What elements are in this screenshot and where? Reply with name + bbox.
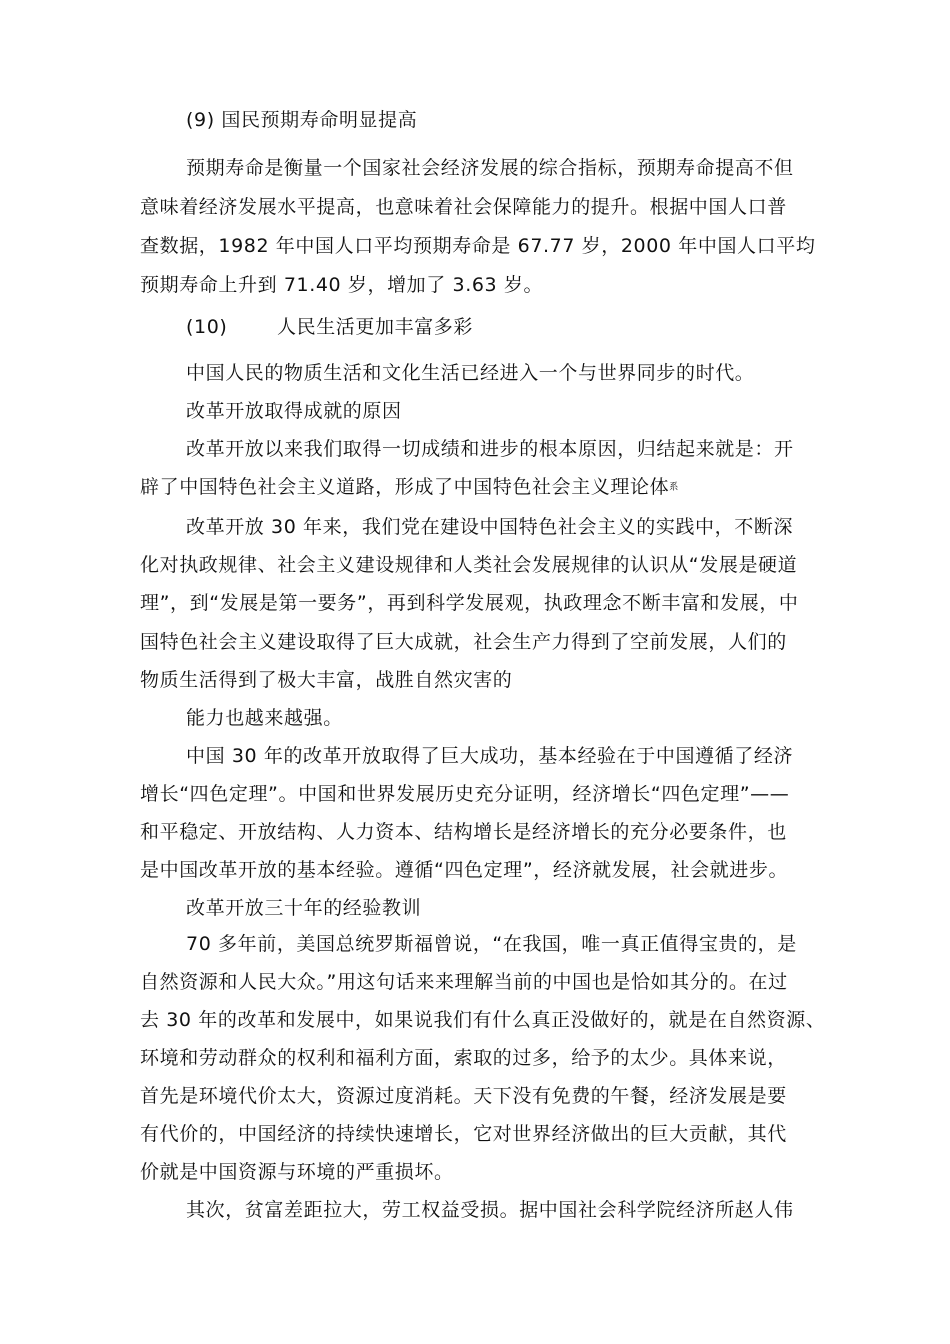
paragraph-line: 理”，到“发展是第一要务”，再到科学发展观，执政理念不断丰富和发展，中 — [140, 592, 799, 614]
section-heading-reasons: 改革开放取得成就的原因 — [186, 400, 402, 422]
paragraph-line: 改革开放 30 年来，我们党在建设中国特色社会主义的实践中，不断深 — [186, 516, 794, 538]
paragraph-line: 查数据，1982 年中国人口平均预期寿命是 67.77 岁，2000 年中国人口平均 — [140, 235, 816, 257]
paragraph-line: 化对执政规律、社会主义建设规律和人类社会发展规律的认识从“发展是硬道 — [140, 554, 798, 576]
paragraph-line: 自然资源和人民大众。”用这句话来来理解当前的中国也是恰如其分的。在过 — [140, 971, 788, 993]
paragraph-line: 价就是中国资源与环境的严重损坏。 — [140, 1161, 454, 1183]
paragraph-line: 和平稳定、开放结构、人力资本、结构增长是经济增长的充分必要条件，也 — [140, 821, 787, 843]
paragraph-line: 其次，贫富差距拉大，劳工权益受损。据中国社会科学院经济所赵人伟 — [186, 1199, 794, 1221]
paragraph-line: 中国人民的物质生活和文化生活已经进入一个与世界同步的时代。 — [186, 362, 755, 384]
paragraph-line: 首先是环境代价太大，资源过度消耗。天下没有免费的午餐，经济发展是要 — [140, 1085, 787, 1107]
paragraph-line: 预期寿命上升到 71.40 岁，增加了 3.63 岁。 — [140, 274, 544, 296]
paragraph-line — [140, 475, 679, 500]
paragraph-line: 环境和劳动群众的权利和福利方面，索取的过多，给予的太少。具体来说， — [140, 1047, 787, 1069]
paragraph-line: 增长“四色定理”。中国和世界发展历史充分证明，经济增长“四色定理”—— — [140, 783, 790, 805]
paragraph-line: 是中国改革开放的基本经验。遵循“四色定理”，经济就发展，社会就进步。 — [140, 859, 789, 881]
section-heading-9: (9) 国民预期寿命明显提高 — [186, 109, 418, 131]
paragraph-line: 70 多年前，美国总统罗斯福曾说，“在我国，唯一真正值得宝贵的，是 — [186, 933, 797, 955]
section-heading-10: 人民生活更加丰富多彩 — [277, 316, 474, 338]
section-number-10: (10) — [186, 316, 228, 338]
section-heading-lessons: 改革开放三十年的经验教训 — [186, 897, 422, 919]
paragraph-line: 能力也越来越强。 — [186, 707, 343, 729]
paragraph-line: 去 30 年的改革和发展中，如果说我们有什么真正没做好的，就是在自然资源、 — [140, 1009, 826, 1031]
paragraph-line: 意味着经济发展水平提高，也意味着社会保障能力的提升。根据中国人口普 — [140, 196, 787, 218]
paragraph-line-text: 辟了中国特色社会主义道路，形成了中国特色社会主义理论体 — [140, 476, 670, 498]
paragraph-line: 改革开放以来我们取得一切成绩和进步的根本原因，归结起来就是：开 — [186, 438, 794, 460]
paragraph-line: 物质生活得到了极大丰富，战胜自然灾害的 — [140, 669, 513, 691]
paragraph-line: 国特色社会主义建设取得了巨大成就，社会生产力得到了空前发展，人们的 — [140, 631, 787, 653]
paragraph-line: 预期寿命是衡量一个国家社会经济发展的综合指标，预期寿命提高不但 — [186, 157, 794, 179]
paragraph-line: 有代价的，中国经济的持续快速增长，它对世界经济做出的巨大贡献，其代 — [140, 1123, 787, 1145]
paragraph-line: 中国 30 年的改革开放取得了巨大成功，基本经验在于中国遵循了经济 — [186, 745, 794, 767]
truncated-char: 系 — [669, 482, 679, 493]
